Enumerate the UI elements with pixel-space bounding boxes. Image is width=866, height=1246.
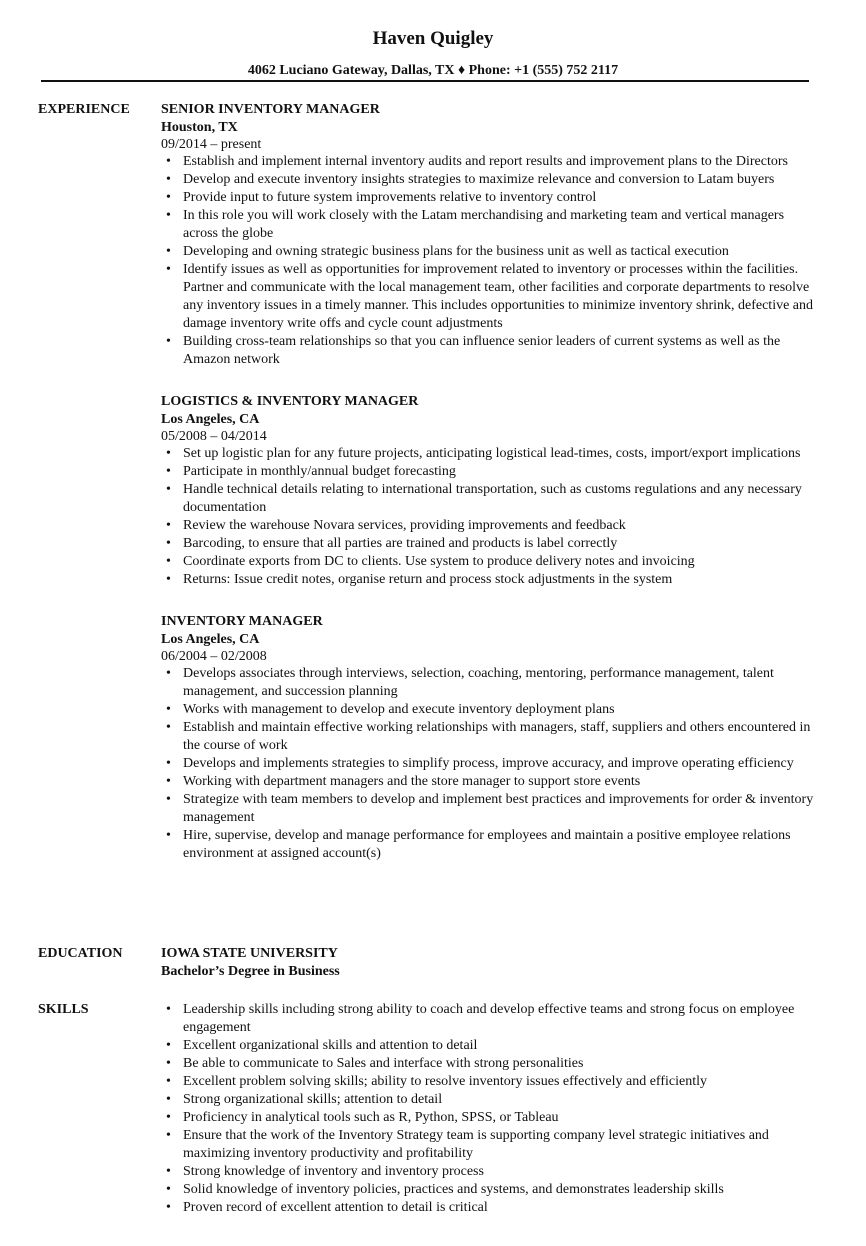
candidate-name: Haven Quigley — [372, 28, 494, 49]
job-location: Houston, TX — [161, 120, 238, 135]
bullet-item: • Coordinate exports from DC to clients. Use system to produce delivery notes and invoicing — [161, 553, 821, 571]
bullet-item: • Works with management to develop and execute inventory deployment plans — [161, 701, 821, 719]
job-entry — [161, 393, 821, 589]
section-label-skills: SKILLS — [38, 1002, 89, 1017]
skill-item: • Proficiency in analytical tools such as R, Python, SPSS, or Tableau — [161, 1109, 821, 1127]
bullet-item: • Set up logistic plan for any future projects, anticipating logistical lead-times, costs, import/export implications — [161, 445, 821, 463]
skill-item: • Strong organizational skills; attention to detail — [161, 1091, 821, 1109]
job-dates: 09/2014 – present — [161, 137, 262, 152]
job-bullets — [161, 445, 821, 589]
bullet-item: • Building cross-team relationships so that you can influence senior leaders of current systems as well as the Amazon network — [161, 333, 821, 369]
bullet-item: • Participate in monthly/annual budget forecasting — [161, 463, 821, 481]
bullet-item: • Strategize with team members to develop and implement best practices and improvements for order & inventory management — [161, 791, 821, 827]
bullet-item: • Developing and owning strategic business plans for the business unit as well as tactical execution — [161, 243, 821, 261]
job-bullets — [161, 665, 821, 863]
skill-item: • Excellent problem solving skills; ability to resolve inventory issues effectively and efficiently — [161, 1073, 821, 1091]
skills-list-wrap — [161, 1001, 821, 1217]
job-dates: 06/2004 – 02/2008 — [161, 649, 267, 664]
bullet-item: • Develops associates through interviews, selection, coaching, mentoring, performance management, talent management, and succession planning — [161, 665, 821, 701]
school-name: IOWA STATE UNIVERSITY — [161, 946, 338, 961]
skills-list — [161, 1001, 821, 1217]
skill-item: • Leadership skills including strong ability to coach and develop effective teams and strong focus on employee engagement — [161, 1001, 821, 1037]
bullet-item: • Provide input to future system improvements relative to inventory control — [161, 189, 821, 207]
bullet-item: • Working with department managers and the store manager to support store events — [161, 773, 821, 791]
job-location: Los Angeles, CA — [161, 632, 260, 647]
header-divider — [41, 80, 809, 82]
job-entry — [161, 101, 821, 369]
skill-item: • Ensure that the work of the Inventory Strategy team is supporting company level strategic initiatives and maximizing inventory productivity and profitability — [161, 1127, 821, 1163]
bullet-item: • Hire, supervise, develop and manage performance for employees and maintain a positive employee relations environment at assigned account(s) — [161, 827, 821, 863]
section-label-education: EDUCATION — [38, 946, 123, 961]
bullet-item: • Establish and maintain effective working relationships with managers, staff, suppliers and others encountered in the course of work — [161, 719, 821, 755]
degree: Bachelor’s Degree in Business — [161, 964, 340, 979]
contact-line: 4062 Luciano Gateway, Dallas, TX ♦ Phone: +1 (555) 752 2117 — [247, 63, 619, 78]
skill-item: • Solid knowledge of inventory policies, practices and systems, and demonstrates leadership skills — [161, 1181, 821, 1199]
skill-item: • Strong knowledge of inventory and inventory process — [161, 1163, 821, 1181]
education-entry — [161, 945, 821, 981]
job-title: INVENTORY MANAGER — [161, 614, 323, 629]
bullet-item: • Handle technical details relating to international transportation, such as customs regulations and any necessary documentation — [161, 481, 821, 517]
job-title: LOGISTICS & INVENTORY MANAGER — [161, 394, 419, 409]
bullet-item: • In this role you will work closely with the Latam merchandising and marketing team and vertical managers across the globe — [161, 207, 821, 243]
job-entry — [161, 613, 821, 863]
bullet-item: • Review the warehouse Novara services, providing improvements and feedback — [161, 517, 821, 535]
bullet-item: • Develops and implements strategies to simplify process, improve accuracy, and improve operating efficiency — [161, 755, 821, 773]
job-title: SENIOR INVENTORY MANAGER — [161, 102, 380, 117]
bullet-item: • Returns: Issue credit notes, organise return and process stock adjustments in the system — [161, 571, 821, 589]
job-dates: 05/2008 – 04/2014 — [161, 429, 267, 444]
bullet-item: • Identify issues as well as opportunities for improvement related to inventory or processes within the facilities. Partner and communicate with the local management team, other facilities and corporate departments to resolve any inventory issues in a timely manner. This includes opportunities to minimize inventory shrink, defective and damage inventory write offs and cycle count adjustments — [161, 261, 821, 333]
skill-item: • Be able to communicate to Sales and interface with strong personalities — [161, 1055, 821, 1073]
bullet-item: • Barcoding, to ensure that all parties are trained and products is label correctly — [161, 535, 821, 553]
skill-item: • Proven record of excellent attention to detail is critical — [161, 1199, 821, 1217]
bullet-item: • Develop and execute inventory insights strategies to maximize relevance and conversion to Latam buyers — [161, 171, 821, 189]
job-location: Los Angeles, CA — [161, 412, 260, 427]
experience-list — [161, 101, 821, 863]
bullet-item: • Establish and implement internal inventory audits and report results and improvement plans to the Directors — [161, 153, 821, 171]
section-label-experience: EXPERIENCE — [38, 102, 130, 117]
job-bullets — [161, 153, 821, 369]
skill-item: • Excellent organizational skills and attention to detail — [161, 1037, 821, 1055]
